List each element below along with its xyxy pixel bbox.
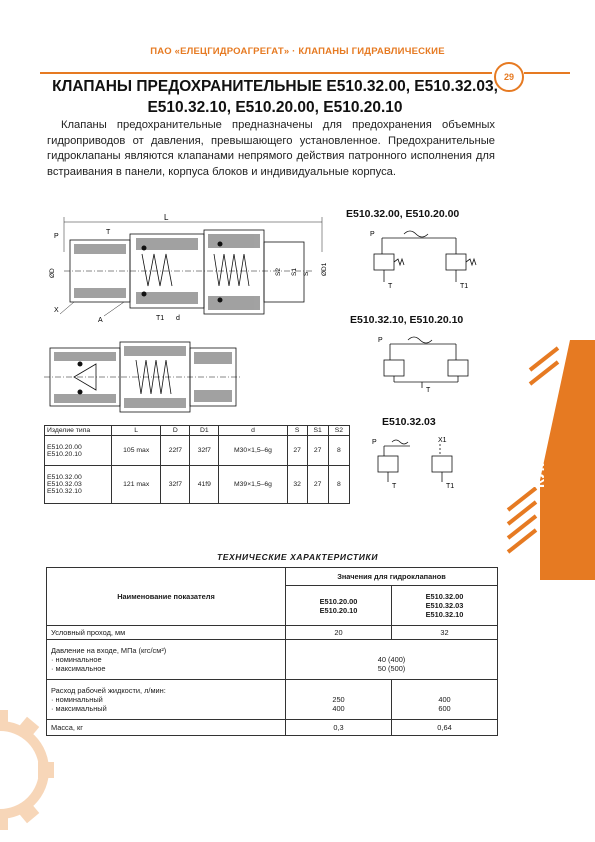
group-a-header xyxy=(286,586,392,626)
table-row xyxy=(45,436,350,466)
cell-S: 27 xyxy=(287,436,307,466)
cell-S: 32 xyxy=(287,466,307,504)
scheme3-port-X1: X1 xyxy=(438,437,447,444)
label-S1: S1 xyxy=(291,268,298,276)
cell-d: М30×1,5–6g xyxy=(219,436,287,466)
group-a-type: Е510.20.00 xyxy=(319,596,358,606)
table-header-row xyxy=(45,426,350,436)
bore-b: 32 xyxy=(392,626,498,640)
pressure-max: 50 (500) xyxy=(377,664,406,673)
col-header: L xyxy=(112,426,161,436)
specs-table xyxy=(46,567,498,736)
hydraulic-scheme-1 xyxy=(360,224,480,294)
page-number: 29 xyxy=(494,62,524,92)
pressure-label: Давление на входе, МПа (кгс/см²) xyxy=(51,646,167,655)
table-row xyxy=(47,680,498,720)
scheme-title-2: Е510.32.10, Е510.20.10 xyxy=(350,314,464,326)
hydraulic-scheme-3 xyxy=(366,432,476,492)
type-name: Е510.20.00 xyxy=(47,443,82,451)
label-S: S xyxy=(303,271,310,276)
cell-D: 22f7 xyxy=(161,436,190,466)
type-name: Е510.32.00 xyxy=(47,474,82,481)
col-header: d xyxy=(219,426,287,436)
label-D: ØD xyxy=(49,268,56,278)
group-a-type: Е510.20.10 xyxy=(319,605,358,615)
label-D1: ØD1 xyxy=(321,262,328,276)
header-rule-right xyxy=(524,72,570,74)
table-row xyxy=(47,626,498,640)
mass-b: 0,64 xyxy=(392,720,498,736)
type-name: Е510.20.10 xyxy=(47,450,82,458)
cell-S2: 8 xyxy=(328,436,349,466)
side-tab-label: КЛАПАНЫ xyxy=(531,403,548,488)
label-P: P xyxy=(54,233,59,240)
flow-nom-b: 400 xyxy=(438,695,451,704)
flow-max-label: · максимальный xyxy=(51,704,107,713)
flow-max-b: 600 xyxy=(438,704,451,713)
title-line-1: КЛАПАНЫ ПРЕДОХРАНИТЕЛЬНЫЕ Е510.32.00, Е510.32.03, xyxy=(52,78,498,95)
intro-paragraph: Клапаны предохранительные предназначены для предохранения объемных гидроприводов от давления, превышающего установленное. Предохранительные гидроклапаны являются клапанами непрямого действия патронного исполнения для встраивания в панели, корпуса блоков и индивидуальные корпуса. xyxy=(47,119,495,179)
scheme1-port-P: P xyxy=(370,231,375,238)
type-name: Е510.32.03 xyxy=(47,481,82,488)
col-header: S2 xyxy=(328,426,349,436)
cell-D1: 41f9 xyxy=(190,466,219,504)
title-line-2: Е510.32.10, Е510.20.00, Е510.20.10 xyxy=(147,99,403,116)
scheme3-port-T1: T1 xyxy=(446,483,455,490)
page-title xyxy=(40,76,510,118)
scheme3-port-T: T xyxy=(392,483,397,490)
valve-cartridge-detail xyxy=(44,334,244,418)
flow-label-cell xyxy=(47,680,286,720)
bore-label: Условный проход, мм xyxy=(47,626,286,640)
label-S2: S2 xyxy=(275,268,282,276)
cell-D: 32f7 xyxy=(161,466,190,504)
flow-b xyxy=(392,680,498,720)
cell-D1: 32f7 xyxy=(190,436,219,466)
col-header: S xyxy=(287,426,307,436)
cell-S2: 8 xyxy=(328,466,349,504)
label-L: L xyxy=(164,213,169,222)
cell-S1: 27 xyxy=(307,466,328,504)
scheme-title-3: Е510.32.03 xyxy=(382,416,436,428)
flow-label: Расход рабочей жидкости, л/мин: xyxy=(51,686,166,695)
label-A: A xyxy=(98,317,103,324)
pressure-label-cell xyxy=(47,640,286,680)
valve-section-drawing xyxy=(44,212,334,330)
running-header: ПАО «ЕЛЕЦГИДРОАГРЕГАТ» · КЛАПАНЫ ГИДРАВЛИЧЕСКИЕ xyxy=(150,46,445,57)
pressure-nom-label: · номинальное xyxy=(51,655,102,664)
specs-section-title: ТЕХНИЧЕСКИЕ ХАРАКТЕРИСТИКИ xyxy=(216,552,379,562)
scheme3-port-P: P xyxy=(372,439,377,446)
pressure-max-label: · максимальное xyxy=(51,664,106,673)
scheme-title-1: Е510.32.00, Е510.20.00 xyxy=(346,208,460,220)
col-header: S1 xyxy=(307,426,328,436)
scheme1-port-T1: T1 xyxy=(460,283,469,290)
hydraulic-scheme-2 xyxy=(372,330,482,394)
header-rule xyxy=(40,72,492,74)
group-b-type: Е510.32.00 xyxy=(425,592,464,601)
type-cell xyxy=(45,466,112,504)
pressure-nom: 40 (400) xyxy=(377,655,406,664)
col-header: D xyxy=(161,426,190,436)
group-b-type: Е510.32.03 xyxy=(425,601,464,610)
table-row xyxy=(47,720,498,736)
cell-d: М39×1,5–6g xyxy=(219,466,287,504)
table-row xyxy=(45,466,350,504)
mass-a: 0,3 xyxy=(286,720,392,736)
flow-nom-label: · номинальный xyxy=(51,695,103,704)
cell-L: 121 max xyxy=(112,466,161,504)
scheme1-port-T: T xyxy=(388,283,393,290)
scheme2-port-P: P xyxy=(378,337,383,344)
label-T1: T1 xyxy=(156,315,165,322)
col-header: D1 xyxy=(190,426,219,436)
flow-nom-a: 250 xyxy=(332,695,345,704)
pressure-values xyxy=(286,640,498,680)
group-b-type: Е510.32.10 xyxy=(425,610,464,619)
flow-a xyxy=(286,680,392,720)
type-cell xyxy=(45,436,112,466)
flow-max-a: 400 xyxy=(332,704,345,713)
label-d: d xyxy=(176,315,180,322)
table-row xyxy=(47,640,498,680)
param-header: Наименование показателя xyxy=(47,568,286,626)
group-b-header xyxy=(392,586,498,626)
cell-L: 105 max xyxy=(112,436,161,466)
mass-label: Масса, кг xyxy=(47,720,286,736)
label-T: T xyxy=(106,229,111,236)
type-name: Е510.32.10 xyxy=(47,488,82,495)
col-header: Изделие типа xyxy=(45,426,112,436)
cell-S1: 27 xyxy=(307,436,328,466)
values-header: Значения для гидроклапанов xyxy=(286,568,498,586)
bore-a: 20 xyxy=(286,626,392,640)
scheme2-port-T: T xyxy=(426,387,431,394)
dimensions-table xyxy=(44,425,350,504)
label-X: X xyxy=(54,307,59,314)
